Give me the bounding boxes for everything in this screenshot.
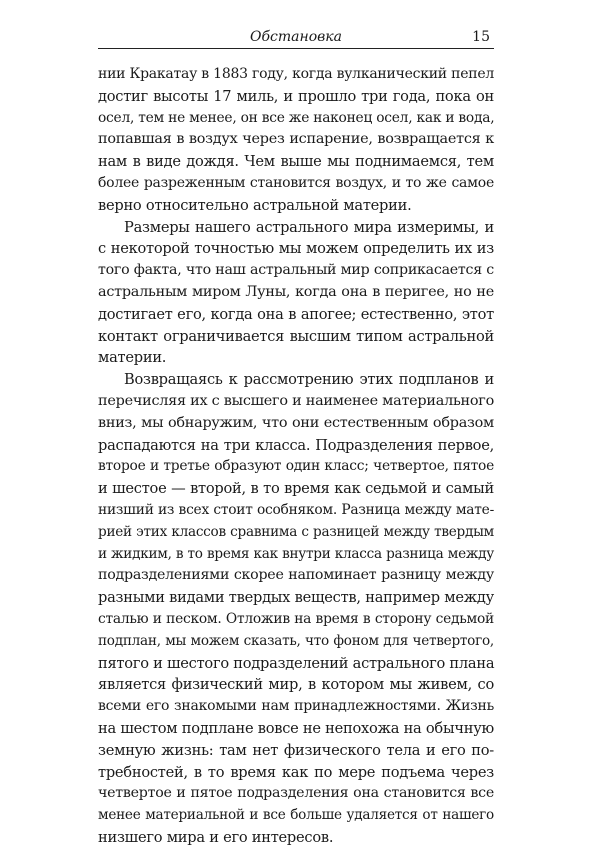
text-line: четвертое и пятое подразделения она становится все xyxy=(98,785,494,802)
text-line: перечисляя их с высшего и наименее материального xyxy=(98,392,494,409)
text-line: подразделениями скорее напоминает разницу между xyxy=(98,567,494,584)
text-line: сталью и песком. Отложив на время в сторону седьмой xyxy=(98,610,494,627)
text-line: пятого и шестого подразделений астрального плана xyxy=(98,654,495,672)
text-line: низшего мира и его интересов. xyxy=(98,828,334,846)
text-line: вниз, мы обнаружим, что они естественным образом xyxy=(98,414,494,431)
chapter-title: Обстановка xyxy=(250,29,342,45)
text-line: осел, тем не менее, он все же наконец осел, как и вода, xyxy=(98,109,495,126)
text-line: контакт ограничивается высшим типом астральной xyxy=(98,327,494,345)
text-line: нии Кракатау в 1883 году, когда вулканический пепел xyxy=(98,66,494,82)
text-line: верно относительно астральной материи. xyxy=(98,196,412,214)
text-line: является физический мир, в котором мы живем, со xyxy=(98,676,494,694)
page-number: 15 xyxy=(472,29,490,45)
text-line: достигает его, когда она в апогее; естественно, этот xyxy=(98,305,494,323)
text-line: попавшая в воздух через испарение, возвращается к xyxy=(98,131,494,148)
text-line: на шестом подплане вовсе не непохожа на обычную xyxy=(98,719,494,737)
running-header xyxy=(98,28,494,49)
text-line: всеми его знакомыми нам принадлежностями. Жизнь xyxy=(98,698,494,715)
text-line: второе и третье образуют один класс; четвертое, пятое xyxy=(98,458,494,475)
text-line: распадаются на три класса. Подразделения первое, xyxy=(98,436,494,454)
text-line: и шестое — второй, в то время как седьмой и самый xyxy=(98,480,494,498)
text-line: рией этих классов сравнима с разницей между твердым xyxy=(98,523,494,540)
text-line: более разреженным становится воздух, и то же самое xyxy=(98,174,494,191)
text-line: подплан, мы можем сказать, что фоном для четвертого, xyxy=(98,632,494,649)
text-line: с некоторой точностью мы можем определить их из xyxy=(98,240,494,258)
text-line: земную жизнь: там нет физического тела и его по- xyxy=(98,741,494,759)
text-line: астральным миром Луны, когда она в перигее, но не xyxy=(98,283,494,300)
text-line: материи. xyxy=(98,349,167,367)
text-line: Размеры нашего астрального мира измеримы, и xyxy=(124,218,494,236)
text-line: Возвращаясь к рассмотрению этих подпланов и xyxy=(124,371,494,389)
text-line: того факта, что наш астральный мир соприкасается с xyxy=(98,262,494,279)
text-line: разными видами твердых веществ, например между xyxy=(98,589,494,607)
text-line: менее материальной и все больше удаляется от нашего xyxy=(98,807,494,824)
text-line: низший из всех стоит особняком. Разница между мате- xyxy=(98,501,494,518)
text-line: требностей, в то время как по мере подъема через xyxy=(98,763,494,781)
body-text xyxy=(98,64,494,849)
text-line: нам в виде дождя. Чем выше мы поднимаемся, тем xyxy=(98,153,494,171)
text-line: достиг высоты 17 миль, и прошло три года, пока он xyxy=(98,87,494,105)
text-line: и жидким, в то время как внутри класса разница между xyxy=(98,545,494,562)
